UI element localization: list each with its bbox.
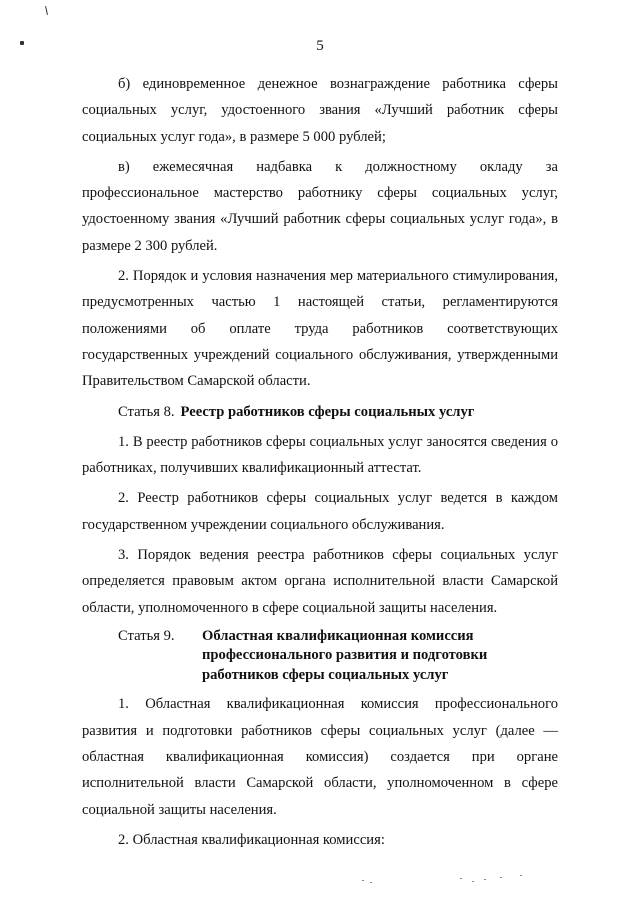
page-number: 5 — [316, 38, 324, 54]
paragraph-v: в) ежемесячная надбавка к должностному окладу за профессиональное мастерство работнику сферы социальных услуг, удостоенному звания «Лучший работник сферы социальных услуг года», в размере 2 300 рублей. — [82, 158, 558, 254]
paragraph-2: 2. Порядок и условия назначения мер материального стимулирования, предусмотренных частью 1 настоящей статьи, регламентируются положениями об оплате труда работников соответствующих государственных учреждений социального обслуживания, утвержденными Правительством Самарской области. — [82, 268, 558, 390]
document-body — [82, 71, 558, 857]
article-8-heading — [82, 399, 558, 425]
article-8-paragraph: 3. Порядок ведения реестра работников сферы социальных услуг определяется правовым актом органа исполнительной власти Самарской области, уполномоченного в сфере социальной защиты населения. — [82, 547, 558, 616]
scan-mark — [45, 6, 48, 15]
article-title: Областная квалификационная комиссия профессионального развития и подготовки работников сферы социальных услуг — [202, 627, 488, 683]
article-9-heading — [82, 627, 558, 686]
article-9-paragraph: 1. Областная квалификационная комиссия профессионального развития и подготовки работников сферы социальных услуг (далее — областная квалификационная комиссия) создается при органе исполнительной власти Самарской области, уполномоченном в сфере социальной защиты населения. — [82, 696, 558, 818]
article-title: Реестр работников сферы социальных услуг — [180, 403, 475, 420]
article-label: Статья 9. — [118, 627, 175, 644]
scan-specks — [360, 874, 540, 888]
paragraph-b: б) единовременное денежное вознаграждение работника сферы социальных услуг, удостоенного звания «Лучший работник сферы социальных услуг года», в размере 5 000 рублей; — [82, 76, 558, 145]
article-8-paragraph: 1. В реестр работников сферы социальных услуг заносятся сведения о работниках, получивших квалификационный аттестат. — [82, 433, 558, 477]
article-9-paragraph: 2. Областная квалификационная комиссия: — [118, 831, 385, 848]
article-label: Статья 8. — [118, 403, 175, 420]
article-8-paragraph: 2. Реестр работников сферы социальных услуг ведется в каждом государственном учреждении социального обслуживания. — [82, 490, 558, 533]
